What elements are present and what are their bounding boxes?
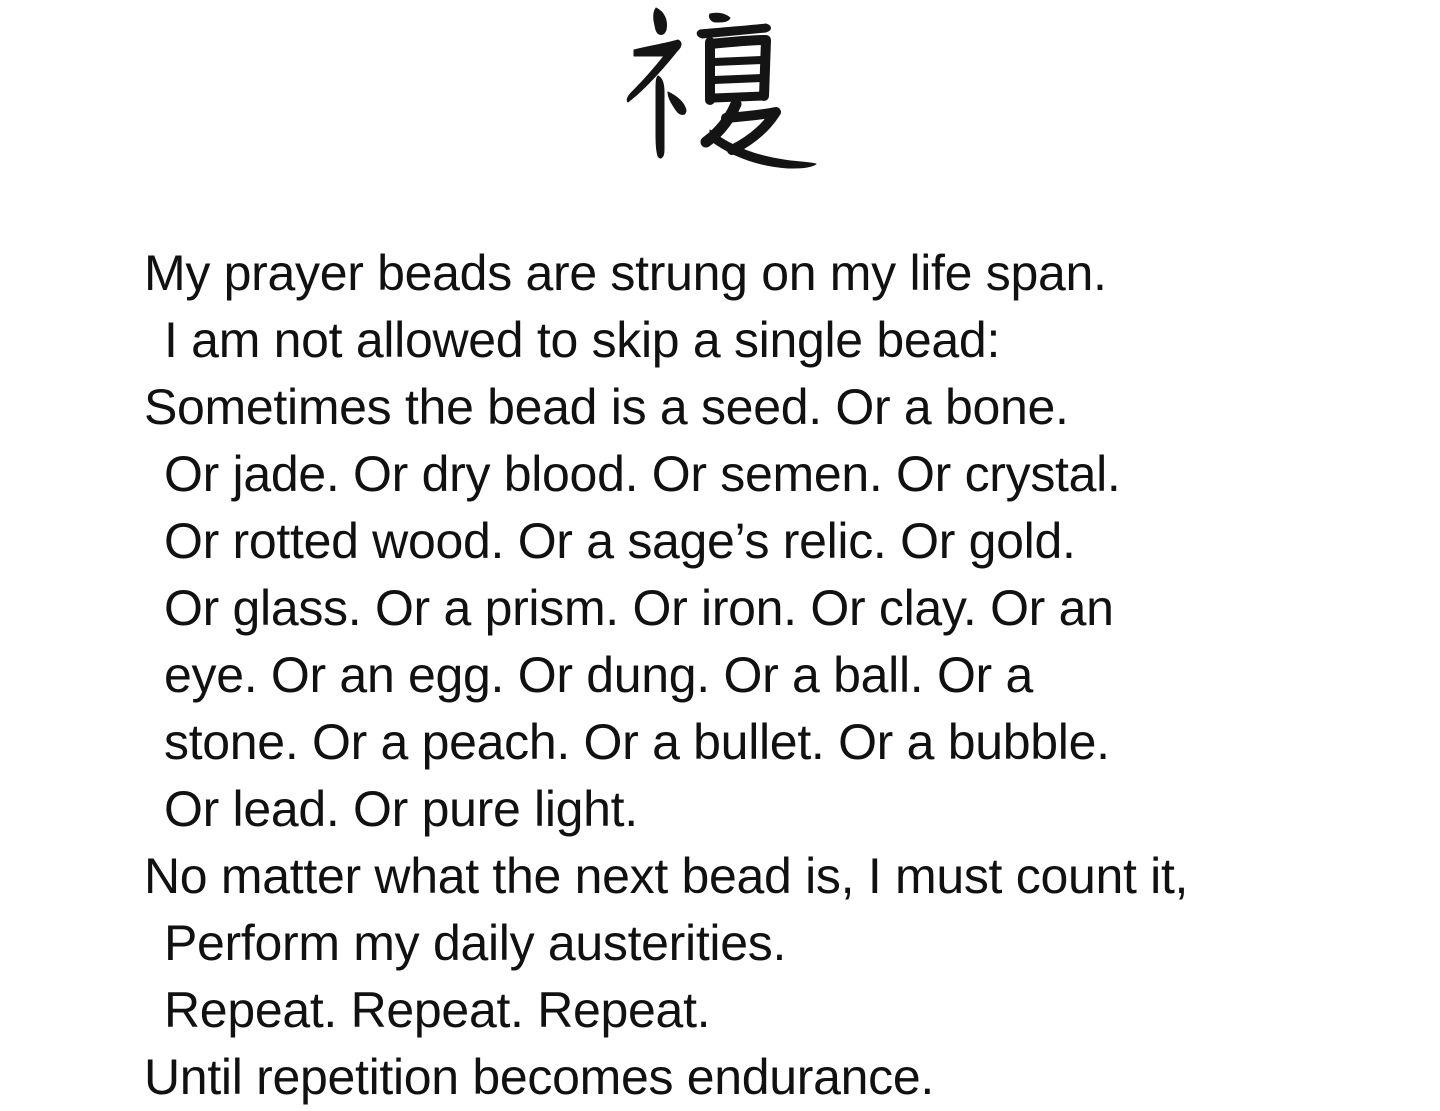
poem-line-1: My prayer beads are strung on my life span. — [144, 245, 1107, 301]
poem-line-5: Or rotted wood. Or a sage’s relic. Or gold. — [164, 513, 1076, 569]
poem-line-6: Or glass. Or a prism. Or iron. Or clay. Or an — [164, 580, 1114, 636]
poem-line-11: Perform my daily austerities. — [164, 915, 787, 971]
calligraphy-character-icon — [560, 0, 880, 190]
poem-line-7: eye. Or an egg. Or dung. Or a ball. Or a — [164, 647, 1033, 703]
poem-line-8: stone. Or a peach. Or a bullet. Or a bubble. — [164, 714, 1110, 770]
poem-line-3: Sometimes the bead is a seed. Or a bone. — [144, 379, 1069, 435]
poem-line-10: No matter what the next bead is, I must count it, — [144, 848, 1189, 904]
poem-line-2: I am not allowed to skip a single bead: — [164, 312, 1001, 368]
poem-line-13: Until repetition becomes endurance. — [144, 1049, 934, 1105]
poem — [144, 240, 1404, 1111]
poem-line-12: Repeat. Repeat. Repeat. — [164, 982, 711, 1038]
poem-line-4: Or jade. Or dry blood. Or semen. Or crystal. — [164, 446, 1121, 502]
poem-line-9: Or lead. Or pure light. — [164, 781, 638, 837]
